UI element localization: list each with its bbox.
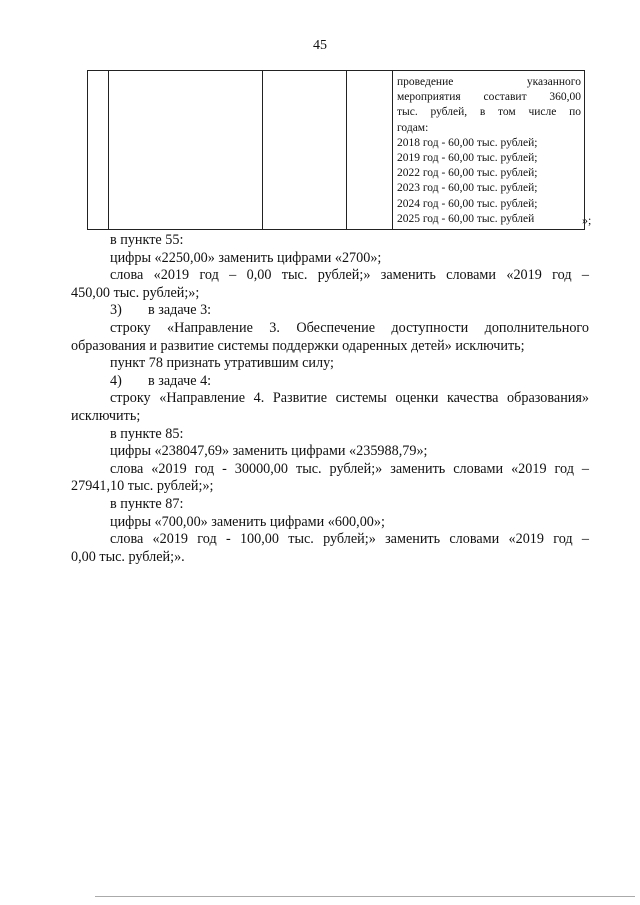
paragraph: цифры «700,00» заменить цифрами «600,00»;	[110, 513, 385, 530]
table-cell	[109, 71, 263, 230]
table-cell	[347, 71, 393, 230]
paragraph: исключить;	[71, 407, 141, 424]
table-cell	[263, 71, 347, 230]
list-number: 4)	[110, 372, 122, 389]
paragraph: 27941,10 тыс. рублей;»;	[71, 478, 214, 495]
paragraph: 0,00 тыс. рублей;».	[71, 548, 185, 565]
paragraph: в пункте 87:	[110, 495, 184, 512]
list-item	[71, 373, 589, 391]
cell-line: тыс. рублей, в том числе по	[397, 106, 581, 119]
cell-line: 2024 год - 60,00 тыс. рублей;	[397, 197, 538, 210]
scan-edge-line	[95, 896, 635, 897]
paragraph: слова «2019 год – 0,00 тыс. рублей;» заменить словами «2019 год –	[110, 267, 589, 284]
paragraph: цифры «2250,00» заменить цифрами «2700»;	[110, 249, 382, 266]
paragraph: в пункте 55:	[110, 232, 184, 248]
paragraph: образования и развитие системы поддержки одаренных детей» исключить;	[71, 337, 525, 354]
paragraph: цифры «238047,69» заменить цифрами «235988,79»;	[110, 443, 428, 460]
table-row	[88, 71, 585, 230]
table-cell	[88, 71, 109, 230]
cell-line: 2022 год - 60,00 тыс. рублей;	[397, 167, 538, 180]
cell-line: 2025 год - 60,00 тыс. рублей	[397, 212, 535, 225]
list-text: в задаче 3:	[148, 302, 212, 319]
cell-line: 2018 год - 60,00 тыс. рублей;	[397, 136, 538, 149]
page-number: 45	[313, 38, 327, 53]
closing-quote-mark: »;	[582, 213, 592, 227]
cell-line: годам:	[397, 121, 429, 134]
cell-line: мероприятия составит 360,00	[397, 91, 581, 104]
table-cell-description	[393, 71, 585, 230]
cell-line: проведение указанного	[397, 76, 581, 88]
paragraph: 450,00 тыс. рублей;»;	[71, 284, 200, 301]
paragraph: строку «Направление 3. Обеспечение доступности дополнительного	[110, 319, 589, 336]
paragraph: слова «2019 год - 100,00 тыс. рублей;» заменить словами «2019 год –	[110, 531, 589, 548]
document-body	[71, 232, 589, 566]
cell-line: 2023 год - 60,00 тыс. рублей;	[397, 182, 538, 195]
list-item	[71, 302, 589, 320]
paragraph: пункт 78 признать утратившим силу;	[110, 355, 334, 372]
list-text: в задаче 4:	[148, 372, 212, 389]
paragraph: строку «Направление 4. Развитие системы оценки качества образования»	[110, 390, 589, 407]
paragraph: слова «2019 год - 30000,00 тыс. рублей;» заменить словами «2019 год –	[110, 460, 589, 477]
paragraph: в пункте 85:	[110, 425, 184, 442]
list-number: 3)	[110, 302, 122, 319]
continuation-table	[87, 70, 585, 230]
cell-line: 2019 год - 60,00 тыс. рублей;	[397, 152, 538, 165]
